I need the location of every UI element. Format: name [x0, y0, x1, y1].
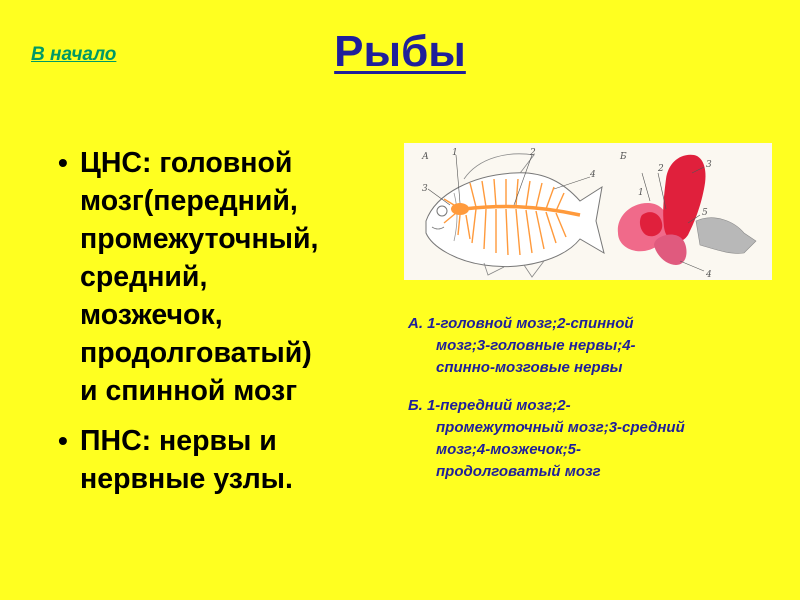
bullet-line: промежуточный, [80, 223, 319, 255]
caption-line: продолговатый мозг [436, 463, 601, 480]
panel-b-label: Б [620, 152, 627, 162]
figure-number: 3 [706, 160, 712, 170]
bullet-line: мозг(передний, [80, 185, 298, 217]
fish-nervous-system-figure [404, 143, 772, 280]
figure-number: 4 [706, 270, 712, 280]
figure-number: 2 [530, 148, 536, 158]
bullet-line: нервные узлы. [80, 463, 293, 495]
bullet-line: мозжечок, [80, 299, 223, 331]
figure-number: 4 [590, 170, 596, 180]
bullet-line: и спинной мозг [80, 375, 298, 407]
figure-drawing [404, 143, 772, 280]
caption-line: Б. 1-передний мозг;2- [408, 397, 571, 414]
bullet-line: средний, [80, 261, 208, 293]
slide-title: Рыбы [334, 27, 466, 76]
caption-line: спинно-мозговые нервы [436, 359, 623, 376]
brain-illustration [618, 155, 756, 265]
main-bullet-list [58, 144, 398, 510]
caption-line: А. 1-головной мозг;2-спинной [408, 315, 634, 332]
panel-a-label: А [422, 152, 429, 162]
home-link[interactable]: В начало [31, 44, 117, 65]
caption-line: мозг;3-головные нервы;4- [436, 337, 636, 354]
bullet-line: • ЦНС: головной [80, 147, 293, 179]
bullet-cns [58, 144, 398, 410]
caption-line: мозг;4-мозжечок;5- [436, 441, 582, 458]
figure-number: 2 [658, 164, 664, 174]
caption-b [408, 395, 780, 483]
figure-number: 1 [638, 188, 644, 198]
bullet-line: • ПНС: нервы и [80, 425, 277, 457]
bullet-pns [58, 422, 398, 498]
figure-number: 3 [422, 184, 428, 194]
figure-number: 5 [702, 208, 708, 218]
caption-line: промежуточный мозг;3-средний [436, 419, 685, 436]
caption-a [408, 313, 780, 379]
figure-number: 1 [452, 148, 458, 158]
bullet-line: продолговатый) [80, 337, 312, 369]
